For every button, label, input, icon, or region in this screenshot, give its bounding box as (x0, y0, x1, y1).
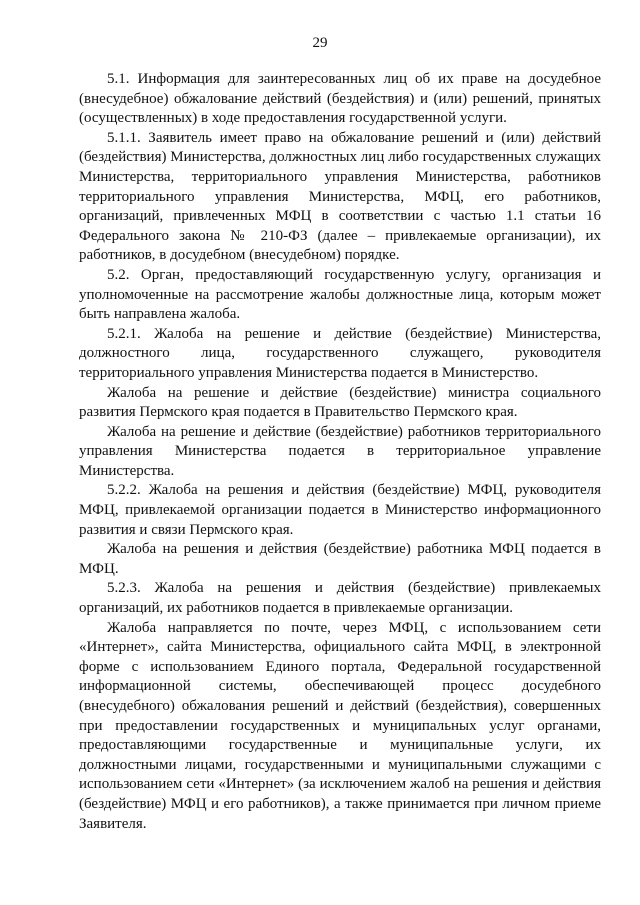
paragraph-5-1: 5.1. Информация для заинтересованных лиц об их праве на досудебное (внесудебное) обжалование действий (бездействия) и (или) решений, принятых (осуществленных) в ходе предоставления государственной услуги. (79, 71, 601, 127)
paragraph-5-2-2: 5.2.2. Жалоба на решения и действия (бездействие) МФЦ, руководителя МФЦ, привлекаемой организации подается в Министерство информационного развития и связи Пермского края. (79, 482, 601, 538)
paragraph-minister-complaint: Жалоба на решение и действие (бездействие) министра социального развития Пермского края подается в Правительство Пермского края. (79, 384, 601, 421)
paragraph-mfc-worker-complaint: Жалоба на решения и действия (бездействие) работника МФЦ подается в МФЦ. (79, 541, 601, 577)
paragraph-5-2-1: 5.2.1. Жалоба на решение и действие (бездействие) Министерства, должностного лица, государственного служащего, руководителя территориального управления Министерства подается в Министерство. (79, 325, 601, 381)
paragraph-5-2-3: 5.2.3. Жалоба на решения и действия (бездействие) привлекаемых организаций, их работников подается в привлекаемые организации. (79, 580, 601, 617)
paragraph-5-2: 5.2. Орган, предоставляющий государственную услугу, организация и уполномоченные на рассмотрение жалобы должностные лица, которым может быть направлена жалоба. (79, 266, 601, 323)
paragraph-5-1-1: 5.1.1. Заявитель имеет право на обжалование решений и (или) действий (бездействия) Министерства, должностных лиц либо государственных служащих Министерства, территориального управления Министерства, работников территориального управления Министерства, МФЦ, его работников, организаций, привлеченных МФЦ в соответствии с частью 1.1 статьи 16 Федерального закона № 210-ФЗ (далее – привлекаемые организации), их работников, в досудебном (внесудебном) порядке. (79, 129, 601, 264)
paragraph-territorial-complaint: Жалоба на решение и действие (бездействие) работников территориального управления Министерства подается в территориальное управление Министерства. (79, 423, 601, 479)
document-body (79, 70, 601, 834)
paragraph-submission-methods: Жалоба направляется по почте, через МФЦ, с использованием сети «Интернет», сайта Министерства, официального сайта МФЦ, в электронной форме с использованием Единого портала, Федеральной государственной информационной системы, обеспечивающей процесс досудебного (внесудебного) обжалования решений и действий (бездействия), совершенных при предоставлении государственных и муниципальных услуг органами, предоставляющими государственные и муниципальные услуги, их должностными лицами, государственными и муниципальными служащими с использованием сети «Интернет» (за исключением жалоб на решения и действия (бездействие) МФЦ и его работников), а также принимается при личном приеме Заявителя. (79, 619, 601, 832)
page-number: 29 (312, 35, 328, 51)
